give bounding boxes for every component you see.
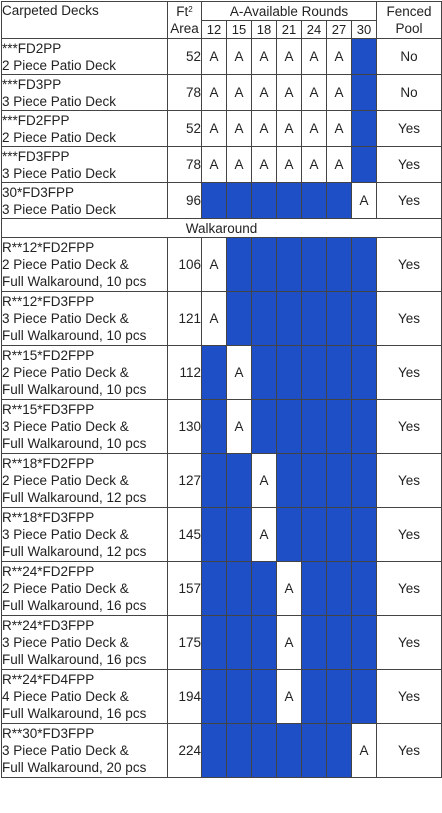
round-unavailable-cell [227,183,252,219]
deck-description: Full Walkaround, 16 pcs [2,706,147,721]
area-cell: 52 [168,39,202,75]
area-cell: 78 [168,147,202,183]
round-available-cell: A [352,724,377,778]
round-unavailable-cell [277,724,302,778]
round-available-cell: A [327,75,352,111]
deck-code: R**30*FD3FPP [2,726,95,741]
round-unavailable-cell [277,400,302,454]
deck-code: ***FD2FPP [2,112,70,128]
deck-code: R**15*FD3FPP [2,402,95,417]
round-available-cell: A [227,346,252,400]
round-unavailable-cell [352,670,377,724]
area-cell: 127 [168,454,202,508]
round-available-cell: A [277,616,302,670]
deck-description: Full Walkaround, 10 pcs [2,328,147,343]
round-unavailable-cell [277,508,302,562]
deck-name-cell [2,616,168,670]
table-row [2,454,442,508]
area-cell: 145 [168,508,202,562]
table-row [2,562,442,616]
round-available-cell: A [252,39,277,75]
round-unavailable-cell [227,508,252,562]
round-unavailable-cell [302,616,327,670]
table-row [2,346,442,400]
round-header-21: 21 [277,21,302,39]
table-row [2,183,442,219]
round-available-cell: A [252,508,277,562]
area-cell: 175 [168,616,202,670]
round-unavailable-cell [352,508,377,562]
deck-description: Full Walkaround, 20 pcs [2,760,147,775]
round-unavailable-cell [227,238,252,292]
deck-name-cell [2,292,168,346]
round-available-cell: A [277,75,302,111]
deck-code: ***FD3FPP [2,148,70,164]
header-area [168,2,202,39]
round-unavailable-cell [302,400,327,454]
fenced-pool-cell: Yes [377,183,442,219]
round-available-cell: A [252,75,277,111]
fenced-pool-cell: Yes [377,562,442,616]
round-available-cell: A [202,111,227,147]
deck-name-cell [2,183,168,219]
round-unavailable-cell [352,238,377,292]
round-available-cell: A [277,111,302,147]
fenced-pool-cell: Yes [377,346,442,400]
deck-name-cell [2,400,168,454]
deck-code: R**24*FD4FPP [2,672,95,687]
deck-description: 2 Piece Patio Deck & [2,257,129,272]
round-available-cell: A [327,111,352,147]
section-walkaround: Walkaround [2,219,442,238]
deck-description: 2 Piece Patio Deck & [2,473,129,488]
area-cell: 121 [168,292,202,346]
deck-description: 3 Piece Patio Deck & [2,635,129,650]
round-unavailable-cell [252,400,277,454]
fenced-pool-cell: Yes [377,724,442,778]
round-unavailable-cell [202,183,227,219]
deck-description: Full Walkaround, 16 pcs [2,598,147,613]
round-unavailable-cell [352,292,377,346]
table-row [2,724,442,778]
deck-name-cell [2,724,168,778]
deck-description: Full Walkaround, 12 pcs [2,490,147,505]
deck-name-cell [2,670,168,724]
round-unavailable-cell [302,238,327,292]
deck-description: 3 Piece Patio Deck [2,165,117,181]
round-unavailable-cell [327,454,352,508]
area-cell: 52 [168,111,202,147]
round-available-cell: A [277,147,302,183]
deck-description: Full Walkaround, 10 pcs [2,274,147,289]
deck-name-cell [2,75,168,111]
table-row [2,238,442,292]
round-unavailable-cell [202,616,227,670]
header-carpeted-decks: Carpeted Decks [2,2,168,39]
round-unavailable-cell [202,670,227,724]
round-available-cell: A [327,39,352,75]
table-row [2,111,442,147]
round-unavailable-cell [277,292,302,346]
round-available-cell: A [202,147,227,183]
area-cell: 112 [168,346,202,400]
round-available-cell: A [227,39,252,75]
area-cell: 224 [168,724,202,778]
round-unavailable-cell [352,616,377,670]
round-unavailable-cell [252,346,277,400]
deck-description: 3 Piece Patio Deck & [2,311,129,326]
deck-code: ***FD3PP [2,76,62,92]
round-header-15: 15 [227,21,252,39]
deck-description: 4 Piece Patio Deck & [2,689,129,704]
deck-code: R**18*FD3FPP [2,510,95,525]
deck-name-cell [2,111,168,147]
table-row [2,147,442,183]
section-row [2,219,442,238]
deck-description: Full Walkaround, 12 pcs [2,544,147,559]
round-available-cell: A [202,238,227,292]
header-area-sup: 2 [188,5,193,14]
round-available-cell: A [202,75,227,111]
fenced-pool-cell: Yes [377,147,442,183]
round-unavailable-cell [302,454,327,508]
round-available-cell: A [302,111,327,147]
round-unavailable-cell [252,562,277,616]
fenced-pool-cell: Yes [377,292,442,346]
header-area-label: Area [170,21,199,36]
deck-description: Full Walkaround, 10 pcs [2,436,147,451]
round-unavailable-cell [327,724,352,778]
deck-code: R**12*FD3FPP [2,294,95,309]
deck-name-cell [2,39,168,75]
deck-code: 30*FD3FPP [2,184,75,200]
round-available-cell: A [202,39,227,75]
deck-description: 2 Piece Patio Deck [2,129,117,145]
round-unavailable-cell [227,454,252,508]
fenced-pool-cell: Yes [377,400,442,454]
table-row [2,400,442,454]
round-unavailable-cell [327,508,352,562]
round-available-cell: A [327,147,352,183]
round-available-cell: A [277,562,302,616]
round-unavailable-cell [252,238,277,292]
deck-description: 3 Piece Patio Deck [2,201,117,217]
table-row [2,670,442,724]
table-row [2,75,442,111]
deck-description: Full Walkaround, 16 pcs [2,652,147,667]
table-row [2,508,442,562]
round-unavailable-cell [352,39,377,75]
area-cell: 157 [168,562,202,616]
deck-name-cell [2,147,168,183]
round-unavailable-cell [252,183,277,219]
fenced-pool-cell: Yes [377,454,442,508]
round-unavailable-cell [352,147,377,183]
deck-rows [2,39,442,778]
round-unavailable-cell [302,183,327,219]
round-available-cell: A [302,39,327,75]
round-unavailable-cell [277,454,302,508]
round-available-cell: A [302,75,327,111]
deck-code: R**24*FD2FPP [2,564,95,579]
fenced-pool-cell: Yes [377,616,442,670]
fenced-pool-cell: Yes [377,111,442,147]
round-available-cell: A [202,292,227,346]
round-unavailable-cell [227,562,252,616]
fenced-pool-cell: No [377,39,442,75]
deck-description: 3 Piece Patio Deck [2,93,117,109]
deck-description: Full Walkaround, 10 pcs [2,382,147,397]
deck-code: R**15*FD2FPP [2,348,95,363]
round-unavailable-cell [252,670,277,724]
deck-availability-table [1,1,442,778]
round-available-cell: A [252,147,277,183]
round-available-cell: A [352,183,377,219]
round-unavailable-cell [327,346,352,400]
round-unavailable-cell [227,670,252,724]
header-area-unit: Ft [176,4,189,19]
round-header-24: 24 [302,21,327,39]
round-unavailable-cell [327,292,352,346]
round-unavailable-cell [302,670,327,724]
round-header-30: 30 [352,21,377,39]
table-row [2,39,442,75]
deck-code: R**18*FD2FPP [2,456,95,471]
round-unavailable-cell [202,454,227,508]
fenced-pool-cell: Yes [377,238,442,292]
round-unavailable-cell [277,238,302,292]
round-unavailable-cell [277,183,302,219]
round-available-cell: A [277,39,302,75]
round-header-18: 18 [252,21,277,39]
round-unavailable-cell [327,670,352,724]
round-unavailable-cell [252,292,277,346]
deck-name-cell [2,508,168,562]
round-unavailable-cell [252,724,277,778]
deck-description: 2 Piece Patio Deck & [2,365,129,380]
round-unavailable-cell [202,508,227,562]
header-available-rounds: A-Available Rounds [202,2,377,21]
round-header-27: 27 [327,21,352,39]
deck-description: 3 Piece Patio Deck & [2,527,129,542]
round-unavailable-cell [277,346,302,400]
deck-name-cell [2,454,168,508]
round-available-cell: A [302,147,327,183]
round-unavailable-cell [327,562,352,616]
round-unavailable-cell [202,346,227,400]
round-unavailable-cell [302,346,327,400]
round-unavailable-cell [252,616,277,670]
round-unavailable-cell [352,400,377,454]
round-available-cell: A [277,670,302,724]
round-unavailable-cell [352,454,377,508]
round-unavailable-cell [227,616,252,670]
round-unavailable-cell [202,562,227,616]
round-available-cell: A [227,400,252,454]
round-unavailable-cell [327,400,352,454]
area-cell: 106 [168,238,202,292]
round-unavailable-cell [227,292,252,346]
area-cell: 96 [168,183,202,219]
deck-code: R**24*FD3FPP [2,618,95,633]
round-unavailable-cell [227,724,252,778]
table-row [2,616,442,670]
round-unavailable-cell [202,400,227,454]
area-cell: 194 [168,670,202,724]
round-unavailable-cell [352,562,377,616]
round-unavailable-cell [352,75,377,111]
deck-name-cell [2,238,168,292]
header-pool-top: Fenced [386,4,432,19]
round-available-cell: A [227,147,252,183]
fenced-pool-cell: Yes [377,670,442,724]
area-cell: 130 [168,400,202,454]
round-unavailable-cell [302,292,327,346]
deck-name-cell [2,346,168,400]
round-unavailable-cell [352,111,377,147]
area-cell: 78 [168,75,202,111]
deck-description: 3 Piece Patio Deck & [2,419,129,434]
round-unavailable-cell [202,724,227,778]
round-available-cell: A [227,75,252,111]
round-unavailable-cell [327,238,352,292]
round-available-cell: A [252,454,277,508]
deck-description: 2 Piece Patio Deck & [2,581,129,596]
round-available-cell: A [252,111,277,147]
round-unavailable-cell [327,183,352,219]
deck-description: 3 Piece Patio Deck & [2,743,129,758]
deck-name-cell [2,562,168,616]
fenced-pool-cell: No [377,75,442,111]
header-pool-bottom: Pool [395,21,423,36]
deck-code: R**12*FD2FPP [2,240,95,255]
round-header-12: 12 [202,21,227,39]
deck-description: 2 Piece Patio Deck [2,57,117,73]
round-unavailable-cell [352,346,377,400]
table-row [2,292,442,346]
deck-code: ***FD2PP [2,40,62,56]
fenced-pool-cell: Yes [377,508,442,562]
round-unavailable-cell [302,508,327,562]
round-unavailable-cell [327,616,352,670]
round-unavailable-cell [302,562,327,616]
round-unavailable-cell [302,724,327,778]
header-fenced-pool [377,2,442,39]
round-available-cell: A [227,111,252,147]
